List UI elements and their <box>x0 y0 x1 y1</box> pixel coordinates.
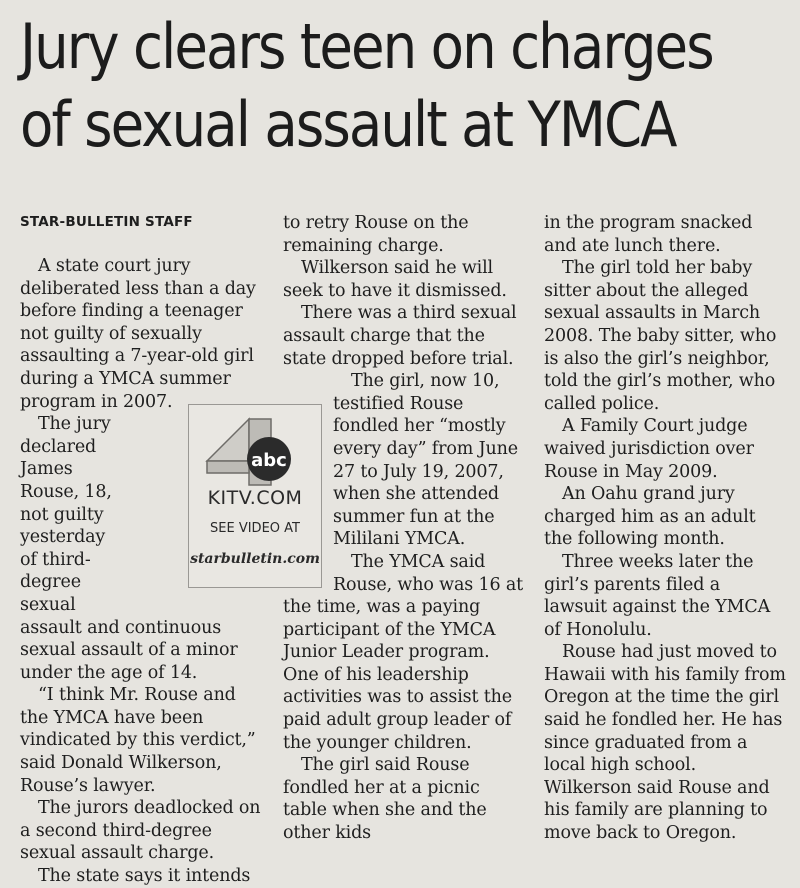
paragraph-4: The jurors deadlocked on a second third-degree sexual assault charge. <box>20 798 261 864</box>
paragraph-14: Three weeks later the girl’s parents filed a lawsuit against the YMCA of Honolulu. <box>544 551 771 640</box>
see-video-label: SEE VIDEO AT <box>210 521 300 536</box>
paragraph-11: The girl told her baby sitter about the alleged sexual assaults in March 2008. The baby sitter, who is also the girl’s neighbor, told the girl’s mother, who called police. <box>544 258 777 414</box>
paragraph-7: There was a third sexual assault charge that the state dropped before trial. <box>283 303 517 369</box>
paragraph-10-start: The girl said Rouse fondled her at a picnic table when she and the other kids <box>283 755 487 844</box>
paragraph-2: The jury declared James Rouse, 18, not guilty yesterday of third-degree sexual assault and continuous sexual assault of a minor under the age of 14. <box>20 414 238 683</box>
byline: STAR-BULLETIN STAFF <box>20 214 193 230</box>
paragraph-10-end: in the program snacked and ate lunch there. <box>544 213 753 256</box>
headline-line-2: of sexual assault at YMCA <box>20 88 676 161</box>
kitv-label: KITV.COM <box>207 487 303 509</box>
kitv-4-logo-icon <box>199 411 311 489</box>
paragraph-8: The girl, now 10, testified Rouse fondled her “mostly every day” from June 27 to July 19, 2007, when she attended summer fun at the Mililani YMCA. <box>333 371 518 550</box>
paragraph-3: “I think Mr. Rouse and the YMCA have been vindicated by this verdict,” said Donald Wilkerson, Rouse’s lawyer. <box>20 685 256 796</box>
kitv-video-box[interactable] <box>188 404 322 588</box>
abc-logo-text: abc <box>251 450 287 471</box>
paragraph-15: Rouse had just moved to Hawaii with his family from Oregon at the time the girl said he fondled her. He has since graduated from a local high school. Wilkerson said Rouse and his family are planning to move back to Oregon. <box>544 642 786 844</box>
starbulletin-link[interactable]: starbulletin.com <box>190 551 320 567</box>
paragraph-1: A state court jury deliberated less than a day before finding a teenager not guilty of sexually assaulting a 7-year-old girl during a YMCA summer program in 2007. <box>20 256 256 412</box>
paragraph-6: Wilkerson said he will seek to have it dismissed. <box>283 258 507 301</box>
paragraph-5-end: to retry Rouse on the remaining charge. <box>283 213 469 256</box>
paragraph-13: An Oahu grand jury charged him as an adult the following month. <box>544 484 756 550</box>
paragraph-12: A Family Court judge waived jurisdiction over Rouse in May 2009. <box>544 416 754 482</box>
paragraph-5-start: The state says it intends <box>38 866 251 887</box>
headline-line-1: Jury clears teen on charges <box>20 10 713 83</box>
paragraph-9: The YMCA said Rouse, who was 16 at the time, was a paying participant of the YMCA Junior Leader program. One of his leadership activities was to assist the paid adult group leader of the younger children. <box>283 551 524 753</box>
article-column-3 <box>544 212 788 845</box>
headline <box>20 8 713 164</box>
